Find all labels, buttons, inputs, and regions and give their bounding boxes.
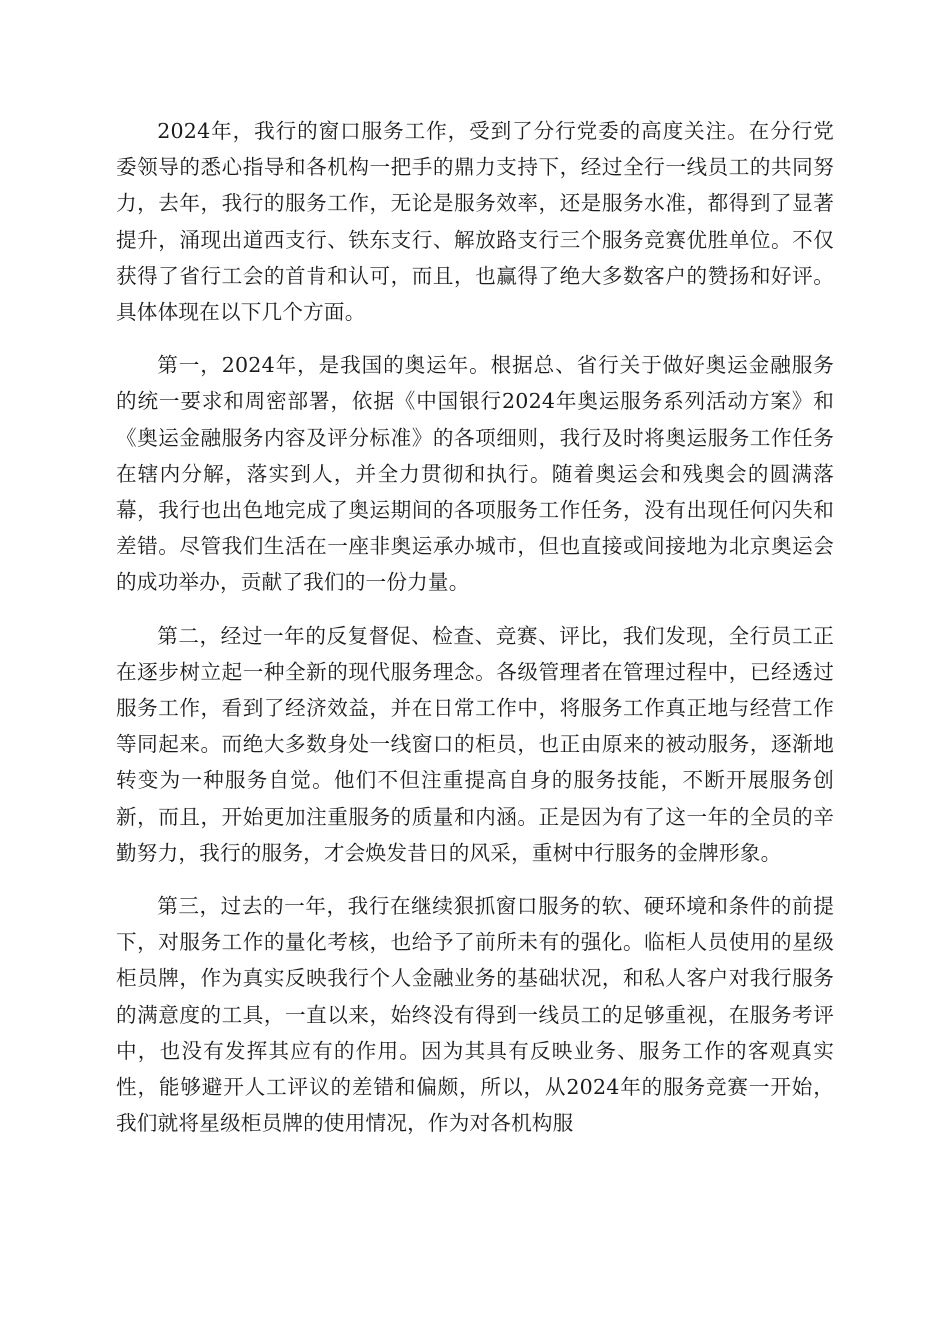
paragraph-second-point: 第二，经过一年的反复督促、检查、竞赛、评比，我们发现，全行员工正在逐步树立起一种全新的现代服务理念。各级管理者在管理过程中，已经透过服务工作，看到了经济效益，并在日常工作中，将服务工作真正地与经营工作等同起来。而绝大多数身处一线窗口的柜员，也正由原来的被动服务，逐渐地转变为一种服务自觉。他们不但注重提高自身的服务技能，不断开展服务创新，而且，开始更加注重服务的质量和内涵。正是因为有了这一年的全员的辛勤努力，我行的服务，才会焕发昔日的风采，重树中行服务的金牌形象。: [116, 623, 834, 865]
document-body: [116, 113, 834, 1158]
paragraph-first-point: 第一，2024年，是我国的奥运年。根据总、省行关于做好奥运金融服务的统一要求和周密部署，依据《中国银行2024年奥运服务系列活动方案》和《奥运金融服务内容及评分标准》的各项细则，我行及时将奥运服务工作任务在辖内分解，落实到人，并全力贯彻和执行。随着奥运会和残奥会的圆满落幕，我行也出色地完成了奥运期间的各项服务工作任务，没有出现任何闪失和差错。尽管我们生活在一座非奥运承办城市，但也直接或间接地为北京奥运会的成功举办，贡献了我们的一份力量。: [116, 353, 834, 595]
paragraph-intro: 2024年，我行的窗口服务工作，受到了分行党委的高度关注。在分行党委领导的悉心指导和各机构一把手的鼎力支持下，经过全行一线员工的共同努力，去年，我行的服务工作，无论是服务效率，还是服务水准，都得到了显著提升，涌现出道西支行、铁东支行、解放路支行三个服务竞赛优胜单位。不仅获得了省行工会的首肯和认可，而且，也赢得了绝大多数客户的赞扬和好评。具体体现在以下几个方面。: [116, 119, 834, 325]
paragraph-third-point: 第三，过去的一年，我行在继续狠抓窗口服务的软、硬环境和条件的前提下，对服务工作的量化考核，也给予了前所未有的强化。临柜人员使用的星级柜员牌，作为真实反映我行个人金融业务的基础状况，和私人客户对我行服务的满意度的工具，一直以来，始终没有得到一线员工的足够重视，在服务考评中，也没有发挥其应有的作用。因为其具有反映业务、服务工作的客观真实性，能够避开人工评议的差错和偏颇，所以，从2024年的服务竞赛一开始，我们就将星级柜员牌的使用情况，作为对各机构服: [116, 894, 834, 1136]
